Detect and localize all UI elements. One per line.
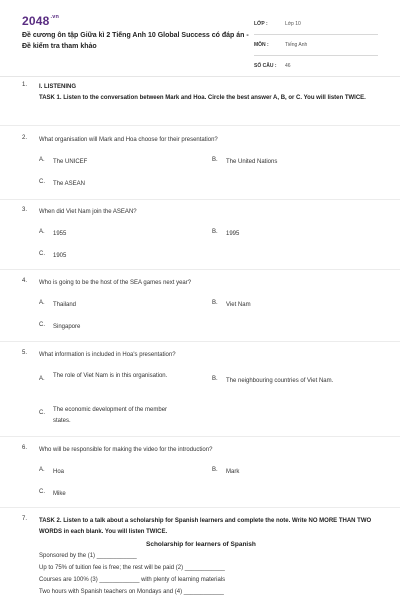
meta-label: MÔN : (254, 42, 269, 48)
question-number: 7. (22, 516, 28, 522)
option-letter: B. (212, 229, 218, 235)
question-block (0, 207, 400, 263)
meta-row-class (254, 16, 378, 35)
divider (0, 436, 400, 437)
option-text: 1955 (53, 231, 67, 237)
question-block (0, 445, 400, 501)
option-letter: B. (212, 467, 218, 473)
option-letter: A. (39, 467, 45, 473)
divider (0, 341, 400, 342)
option-letter: C. (39, 410, 45, 416)
question-number: 6. (22, 445, 28, 451)
question-stem: TASK 2. Listen to a talk about a scholarship for Spanish learners and complete the note. Write NO MORE THAN TWO WORDS in each blank. You will listen TWICE. (39, 518, 372, 535)
meta-value: Lớp 10 (285, 21, 301, 27)
question-block (0, 135, 400, 191)
divider (0, 269, 400, 270)
option-letter: C. (39, 489, 45, 495)
option-text: The role of Viet Nam is in this organisation. (53, 373, 168, 379)
option-text: The neighbouring countries of Viet Nam. (226, 378, 334, 384)
option-letter: C. (39, 179, 45, 185)
question-number: 3. (22, 207, 28, 213)
note-line: Sponsored by the (1) ____________ (39, 553, 137, 559)
option-text: The economic development of the member states. (53, 407, 168, 424)
question-stem: Who will be responsible for making the video for the introduction? (39, 447, 213, 453)
meta-row-count (254, 58, 378, 77)
question-stem: What organisation will Mark and Hoa choose for their presentation? (39, 137, 218, 143)
document-header (0, 0, 400, 76)
meta-label: SỐ CÂU : (254, 63, 277, 69)
option-letter: A. (39, 157, 45, 163)
note-line: Two hours with Spanish teachers on Mondays and (4) ____________ (39, 589, 224, 595)
option-text: Hoa (53, 469, 65, 475)
question-stem: When did Viet Nam join the ASEAN? (39, 209, 137, 215)
option-letter: B. (212, 157, 218, 163)
question-block (0, 278, 400, 334)
option-letter: B. (212, 300, 218, 306)
question-stem: I. LISTENING TASK 1. Listen to the conversation between Mark and Hoa. Circle the best answer A, B, or C. You will listen TWICE. (39, 84, 366, 101)
option-text: The ASEAN (53, 181, 86, 187)
meta-label: LỚP : (254, 21, 268, 27)
header-divider (0, 76, 400, 77)
meta-value: 46 (285, 63, 291, 69)
option-text: 1995 (226, 231, 240, 237)
note-line: Courses are 100% (3) ____________ with plenty of learning materials (39, 577, 226, 583)
option-letter: C. (39, 322, 45, 328)
option-letter: C. (39, 251, 45, 257)
option-text: The UNICEF (53, 159, 88, 165)
question-number: 1. (22, 82, 28, 88)
document-title: Đề cương ôn tập Giữa kì 2 Tiếng Anh 10 Global Success có đáp án - Đề kiểm tra tham khảo (22, 32, 249, 50)
meta-panel (254, 16, 378, 79)
logo-main: 2048 (22, 14, 50, 28)
note-title: Scholarship for learners of Spanish (146, 541, 256, 548)
divider (0, 125, 400, 126)
option-text: The United Nations (226, 159, 278, 165)
divider (0, 199, 400, 200)
note-line: Up to 75% of tuition fee is free; the rest will be paid (2) ____________ (39, 565, 225, 571)
option-text: 1905 (53, 253, 67, 259)
option-letter: A. (39, 300, 45, 306)
option-text: Viet Nam (226, 302, 251, 308)
option-text: Mike (53, 491, 66, 497)
site-logo[interactable] (22, 14, 59, 28)
meta-value: Tiếng Anh (285, 42, 308, 48)
question-number: 2. (22, 135, 28, 141)
question-number: 5. (22, 350, 28, 356)
question-block (0, 82, 400, 118)
option-letter: B. (212, 376, 218, 382)
option-text: Mark (226, 469, 240, 475)
question-block (0, 516, 400, 600)
option-text: Thailand (53, 302, 77, 308)
option-letter: A. (39, 376, 45, 382)
question-stem: What information is included in Hoa's presentation? (39, 352, 176, 358)
question-number: 4. (22, 278, 28, 284)
meta-row-subject (254, 37, 378, 56)
question-block (0, 350, 400, 430)
question-stem: Who is going to be the host of the SEA games next year? (39, 280, 192, 286)
option-letter: A. (39, 229, 45, 235)
divider (0, 507, 400, 508)
logo-suffix: .vn (50, 14, 60, 20)
option-text: Singapore (53, 324, 81, 330)
